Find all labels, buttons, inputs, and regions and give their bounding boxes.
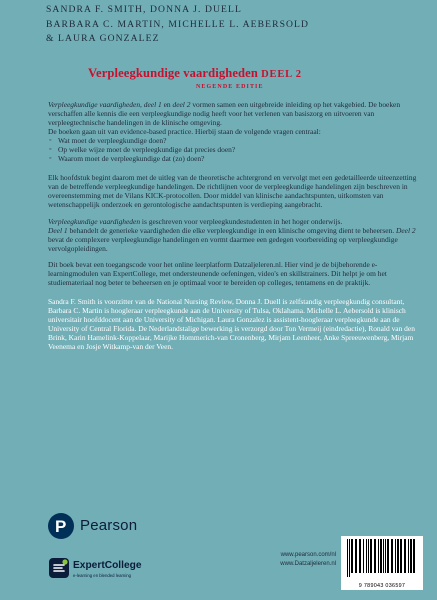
barcode-bar [380,539,382,573]
book-title-part: DEEL 2 [261,69,302,80]
list-item: ◦ Waarom moet de verpleegkundige dat (zo) doen? [58,154,420,163]
barcode-bar [363,539,364,573]
barcode-bar [347,539,348,577]
blurb [48,100,420,358]
audience-paragraph [48,217,420,253]
barcode-bar [359,539,361,573]
access-paragraph: Dit boek bevat een toegangscode voor het online leerplatform Datzaljeleren.nl. Hier vind je de bijbehorende e-learningmodulen van ExpertCollege, met ondersteunende oefeningen, video's en skillstrainers. Dit helpt je om het studiemateriaal nog beter te beheersen en je optimaal voor te bereiden op colleges, tentamens en de praktijk. [48,259,387,287]
pearson-p-icon [48,513,74,539]
barcode-bar [349,539,350,577]
website-links [246,551,336,569]
title-emphasis: Verpleegkundige vaardigheden [48,216,141,226]
datzaljeleren-url[interactable]: www.Datzaljeleren.nl [280,561,336,567]
question-list [48,136,420,163]
pearson-logo [48,513,168,541]
author-bio-paragraph: Sandra F. Smith is voorzitter van de National Nursing Review, Donna J. Duell is zelfstandig verpleegkundig consultant, Barbara C. Martin is hoogleraar verpleegkunde aan de University of Tulsa, Oklahama. Michelle L. Aebersold is klinisch universitair hoofddocent aan de University of Michigan. Laura Gonzalez is assistent-hoogleraar verpleegkunde aan de University of Central Florida. De Nederlandstalige bewerking is verzorgd door Ton Vermeij (eindredactie), Ronald van den Brink, Karin Hamelink-Koppelaar, Marijke Hommerich-van Cronenberg, Mirjam Leenheer, Anke Spreeuwenberg, Mirjam Veenema en Josje Witkamp-van der Veen. [48,296,415,352]
barcode-bar [366,539,367,573]
barcode-bar [368,539,369,573]
author-line: SANDRA F. SMITH, DONNA J. DUELL [46,4,242,15]
book-title-main: Verpleegkundige vaardigheden [88,66,258,80]
intro-text: vormen samen een uitgebreide inleiding op het vakgebied. De boeken verschaffen alle kennis die een verpleegkundige nodig heeft voor het verlenen van basiszorg en uitvoeren van verpleegtechnische handelingen in de klinische omgeving. [48,100,401,128]
title-emphasis: deel 2 [172,100,191,109]
barcode-bar [400,539,402,573]
evidence-paragraph: De boeken gaan uit van evidence-based practice. Hierbij staan de volgende vragen centraal: [48,127,321,137]
barcode-bar [378,539,379,573]
barcode-bar [387,539,389,573]
expertcollege-logo [48,556,160,584]
barcode-bar [370,539,372,573]
expertcollege-icon [48,557,70,579]
barcode-bar [355,539,357,573]
pearson-url[interactable]: www.pearson.com/nl [280,552,336,558]
barcode-bar [351,539,353,573]
part-emphasis: Deel 1 [48,225,68,235]
parts-text: behandelt de generieke vaardigheden die elke verpleegkundige in een klinische omgeving dient te beheersen. [67,225,396,235]
expertcollege-tagline: e-learning en blended learning [73,573,132,578]
isbn-barcode [341,536,423,590]
barcode-bar [385,539,386,573]
chapter-paragraph: Elk hoofdstuk begint daarom met de uitleg van de theoretische achtergrond en vervolgt met een gedetailleerde uiteenzetting van de betreffende verpleegkundige handelingen. De richtlijnen voor de verpleegkundige handelingen zijn beschreven in overeenstemming met de Vilans KICK-protocollen. Door middel van klinische aandachtspunten, uitkomsten van wetenschappelijk onderzoek en gerontologische aandachtspunten is verdieping aangebracht. [48,173,417,210]
pearson-wordmark: Pearson [80,517,138,534]
title-emphasis: Verpleegkundige vaardigheden, deel 1 [48,100,162,109]
barcode-bar [404,539,406,573]
barcode-bar [374,539,376,573]
part-emphasis: Deel 2 [395,225,416,235]
book-title [88,66,302,81]
barcode-bar [391,539,393,573]
intro-text: en [161,100,173,109]
barcode-bar [408,539,409,573]
isbn-digits: 9 789043 036597 [358,583,406,589]
barcode-bar [397,539,399,573]
barcode-bar [410,539,412,573]
author-list [46,3,426,47]
author-line: BARBARA C. MARTIN, MICHELLE L. AEBERSOLD [46,18,310,30]
intro-paragraph [48,100,420,127]
pearson-letter: P [55,517,67,536]
author-line: & LAURA GONZALEZ [46,33,160,45]
barcode-bar [395,539,396,573]
expertcollege-name: ExpertCollege [73,560,142,571]
edition-label: NEGENDE EDITIE [196,84,264,90]
barcode-bar [413,539,415,573]
list-item: ◦ Wat moet de verpleegkundige doen? [58,136,420,145]
barcode-bar [383,539,384,573]
audience-text: is geschreven voor verpleegkundestudenten in het hoger onderwijs. [140,216,343,226]
barcode-bars [346,539,418,577]
parts-text: bevat de complexere verpleegkundige handelingen en vormt daarmee een gedegen voorbereiding op verpleegkundige vervolgopleidingen. [48,234,398,253]
list-item: ◦ Op welke wijze moet de verpleegkundige dat precies doen? [58,145,420,154]
